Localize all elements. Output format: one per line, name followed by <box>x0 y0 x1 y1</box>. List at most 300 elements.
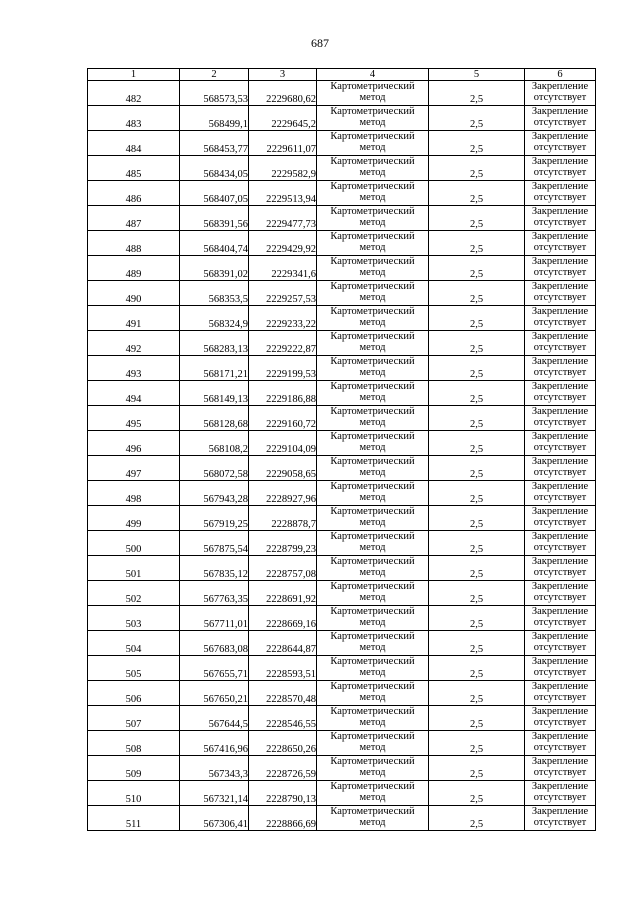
method-line-2: метод <box>359 467 386 478</box>
method-line-1: Картометрический <box>330 381 415 392</box>
method-line-1: Картометрический <box>330 131 415 142</box>
fixation-line-1: Закрепление <box>531 81 589 92</box>
method-cell <box>317 681 429 706</box>
method-line-2: метод <box>359 367 386 378</box>
table-row <box>88 756 596 781</box>
method-line-1: Картометрический <box>330 181 415 192</box>
fixation-line-1: Закрепление <box>531 706 589 717</box>
point-number: 504 <box>88 631 180 656</box>
fixation-cell <box>525 631 596 656</box>
y-coordinate: 2229611,07 <box>249 131 317 156</box>
x-coordinate: 568128,68 <box>180 406 249 431</box>
method-line-1: Картометрический <box>330 281 415 292</box>
accuracy-value: 2,5 <box>429 506 525 531</box>
method-line-2: метод <box>359 642 386 653</box>
fixation-cell <box>525 356 596 381</box>
method-cell <box>317 656 429 681</box>
fixation-line-2: отсутствует <box>533 292 587 303</box>
fixation-cell <box>525 481 596 506</box>
column-header-5: 5 <box>429 69 525 81</box>
fixation-line-1: Закрепление <box>531 256 589 267</box>
table-row <box>88 606 596 631</box>
y-coordinate: 2229199,53 <box>249 356 317 381</box>
method-line-1: Картометрический <box>330 256 415 267</box>
accuracy-value: 2,5 <box>429 606 525 631</box>
accuracy-value: 2,5 <box>429 281 525 306</box>
fixation-line-2: отсутствует <box>533 517 587 528</box>
method-line-1: Картометрический <box>330 106 415 117</box>
method-line-2: метод <box>359 417 386 428</box>
method-line-1: Картометрический <box>330 156 415 167</box>
table-row <box>88 481 596 506</box>
point-number: 489 <box>88 256 180 281</box>
method-line-2: метод <box>359 192 386 203</box>
point-number: 505 <box>88 656 180 681</box>
accuracy-value: 2,5 <box>429 781 525 806</box>
accuracy-value: 2,5 <box>429 256 525 281</box>
point-number: 485 <box>88 156 180 181</box>
method-line-1: Картометрический <box>330 706 415 717</box>
x-coordinate: 568499,1 <box>180 106 249 131</box>
x-coordinate: 567919,25 <box>180 506 249 531</box>
point-number: 484 <box>88 131 180 156</box>
point-number: 509 <box>88 756 180 781</box>
fixation-line-1: Закрепление <box>531 631 589 642</box>
accuracy-value: 2,5 <box>429 181 525 206</box>
method-cell <box>317 356 429 381</box>
method-line-2: метод <box>359 242 386 253</box>
method-line-2: метод <box>359 517 386 528</box>
point-number: 508 <box>88 731 180 756</box>
y-coordinate: 2229680,62 <box>249 81 317 106</box>
method-line-1: Картометрический <box>330 231 415 242</box>
x-coordinate: 568391,02 <box>180 256 249 281</box>
fixation-line-1: Закрепление <box>531 481 589 492</box>
table-row <box>88 306 596 331</box>
table-row <box>88 331 596 356</box>
table-row <box>88 206 596 231</box>
point-number: 493 <box>88 356 180 381</box>
method-line-2: метод <box>359 142 386 153</box>
point-number: 502 <box>88 581 180 606</box>
fixation-line-1: Закрепление <box>531 156 589 167</box>
fixation-cell <box>525 256 596 281</box>
method-cell <box>317 731 429 756</box>
fixation-line-2: отсутствует <box>533 317 587 328</box>
table-row <box>88 631 596 656</box>
method-line-1: Картометрический <box>330 506 415 517</box>
point-number: 511 <box>88 806 180 831</box>
table-row <box>88 406 596 431</box>
method-cell <box>317 581 429 606</box>
accuracy-value: 2,5 <box>429 806 525 831</box>
y-coordinate: 2228546,55 <box>249 706 317 731</box>
fixation-line-2: отсутствует <box>533 192 587 203</box>
fixation-line-1: Закрепление <box>531 681 589 692</box>
fixation-line-2: отсутствует <box>533 717 587 728</box>
method-line-2: метод <box>359 442 386 453</box>
fixation-cell <box>525 781 596 806</box>
fixation-line-2: отсутствует <box>533 667 587 678</box>
fixation-line-2: отсутствует <box>533 642 587 653</box>
y-coordinate: 2229477,73 <box>249 206 317 231</box>
point-number: 491 <box>88 306 180 331</box>
fixation-line-1: Закрепление <box>531 581 589 592</box>
y-coordinate: 2228593,51 <box>249 656 317 681</box>
x-coordinate: 568573,53 <box>180 81 249 106</box>
fixation-line-1: Закрепление <box>531 406 589 417</box>
y-coordinate: 2228757,08 <box>249 556 317 581</box>
method-cell <box>317 556 429 581</box>
fixation-line-1: Закрепление <box>531 606 589 617</box>
accuracy-value: 2,5 <box>429 631 525 656</box>
table-header <box>88 69 596 81</box>
accuracy-value: 2,5 <box>429 106 525 131</box>
method-cell <box>317 806 429 831</box>
table-row <box>88 356 596 381</box>
table-row <box>88 106 596 131</box>
fixation-cell <box>525 731 596 756</box>
method-line-2: метод <box>359 767 386 778</box>
fixation-line-2: отсутствует <box>533 167 587 178</box>
y-coordinate: 2228927,96 <box>249 481 317 506</box>
table-row <box>88 731 596 756</box>
method-cell <box>317 481 429 506</box>
y-coordinate: 2228799,23 <box>249 531 317 556</box>
y-coordinate: 2229104,09 <box>249 431 317 456</box>
fixation-line-1: Закрепление <box>531 431 589 442</box>
fixation-line-2: отсутствует <box>533 442 587 453</box>
x-coordinate: 568407,05 <box>180 181 249 206</box>
method-cell <box>317 406 429 431</box>
accuracy-value: 2,5 <box>429 206 525 231</box>
y-coordinate: 2229222,87 <box>249 331 317 356</box>
method-line-1: Картометрический <box>330 81 415 92</box>
point-number: 500 <box>88 531 180 556</box>
method-line-2: метод <box>359 292 386 303</box>
table-row <box>88 581 596 606</box>
fixation-line-1: Закрепление <box>531 806 589 817</box>
fixation-line-1: Закрепление <box>531 206 589 217</box>
x-coordinate: 567321,14 <box>180 781 249 806</box>
fixation-line-2: отсутствует <box>533 617 587 628</box>
y-coordinate: 2229233,22 <box>249 306 317 331</box>
fixation-line-1: Закрепление <box>531 356 589 367</box>
point-number: 492 <box>88 331 180 356</box>
header-row <box>88 69 596 81</box>
x-coordinate: 568324,9 <box>180 306 249 331</box>
method-line-2: метод <box>359 167 386 178</box>
method-line-2: метод <box>359 617 386 628</box>
table-row <box>88 506 596 531</box>
fixation-line-2: отсутствует <box>533 467 587 478</box>
fixation-line-1: Закрепление <box>531 456 589 467</box>
fixation-line-1: Закрепление <box>531 181 589 192</box>
y-coordinate: 2228878,7 <box>249 506 317 531</box>
fixation-cell <box>525 556 596 581</box>
table-body <box>88 81 596 831</box>
y-coordinate: 2228691,92 <box>249 581 317 606</box>
method-line-2: метод <box>359 567 386 578</box>
accuracy-value: 2,5 <box>429 131 525 156</box>
method-cell <box>317 281 429 306</box>
x-coordinate: 568453,77 <box>180 131 249 156</box>
method-cell <box>317 531 429 556</box>
y-coordinate: 2229058,65 <box>249 456 317 481</box>
column-header-1: 1 <box>88 69 180 81</box>
fixation-line-2: отсутствует <box>533 342 587 353</box>
column-header-3: 3 <box>249 69 317 81</box>
fixation-cell <box>525 281 596 306</box>
method-line-1: Картометрический <box>330 431 415 442</box>
point-number: 483 <box>88 106 180 131</box>
page-number: 687 <box>311 36 329 50</box>
y-coordinate: 2229582,9 <box>249 156 317 181</box>
method-cell <box>317 131 429 156</box>
method-cell <box>317 106 429 131</box>
fixation-cell <box>525 431 596 456</box>
x-coordinate: 567683,08 <box>180 631 249 656</box>
x-coordinate: 568149,13 <box>180 381 249 406</box>
y-coordinate: 2228790,13 <box>249 781 317 806</box>
fixation-cell <box>525 656 596 681</box>
x-coordinate: 568283,13 <box>180 331 249 356</box>
method-line-1: Картометрический <box>330 806 415 817</box>
method-cell <box>317 331 429 356</box>
method-line-2: метод <box>359 742 386 753</box>
fixation-cell <box>525 331 596 356</box>
method-line-1: Картометрический <box>330 356 415 367</box>
point-number: 510 <box>88 781 180 806</box>
table-row <box>88 381 596 406</box>
point-number: 507 <box>88 706 180 731</box>
accuracy-value: 2,5 <box>429 81 525 106</box>
fixation-line-1: Закрепление <box>531 731 589 742</box>
method-cell <box>317 631 429 656</box>
method-line-1: Картометрический <box>330 331 415 342</box>
table-row <box>88 806 596 831</box>
table-row <box>88 706 596 731</box>
method-line-1: Картометрический <box>330 631 415 642</box>
accuracy-value: 2,5 <box>429 156 525 181</box>
fixation-cell <box>525 456 596 481</box>
table-row <box>88 781 596 806</box>
accuracy-value: 2,5 <box>429 381 525 406</box>
x-coordinate: 568171,21 <box>180 356 249 381</box>
fixation-cell <box>525 681 596 706</box>
fixation-line-1: Закрепление <box>531 781 589 792</box>
y-coordinate: 2228570,48 <box>249 681 317 706</box>
x-coordinate: 568353,5 <box>180 281 249 306</box>
fixation-cell <box>525 106 596 131</box>
method-line-1: Картометрический <box>330 406 415 417</box>
fixation-line-2: отсутствует <box>533 267 587 278</box>
fixation-cell <box>525 806 596 831</box>
fixation-line-1: Закрепление <box>531 106 589 117</box>
method-cell <box>317 506 429 531</box>
method-line-1: Картометрический <box>330 731 415 742</box>
point-number: 496 <box>88 431 180 456</box>
accuracy-value: 2,5 <box>429 681 525 706</box>
fixation-cell <box>525 606 596 631</box>
method-line-2: метод <box>359 392 386 403</box>
method-line-1: Картометрический <box>330 306 415 317</box>
method-line-1: Картометрический <box>330 681 415 692</box>
fixation-line-2: отсутствует <box>533 367 587 378</box>
accuracy-value: 2,5 <box>429 706 525 731</box>
method-cell <box>317 256 429 281</box>
point-number: 482 <box>88 81 180 106</box>
fixation-cell <box>525 406 596 431</box>
method-line-2: метод <box>359 117 386 128</box>
method-line-2: метод <box>359 692 386 703</box>
y-coordinate: 2229186,88 <box>249 381 317 406</box>
fixation-cell <box>525 81 596 106</box>
fixation-line-2: отсутствует <box>533 417 587 428</box>
point-number: 498 <box>88 481 180 506</box>
method-cell <box>317 181 429 206</box>
point-number: 503 <box>88 606 180 631</box>
x-coordinate: 567711,01 <box>180 606 249 631</box>
y-coordinate: 2229429,92 <box>249 231 317 256</box>
fixation-cell <box>525 306 596 331</box>
method-line-2: метод <box>359 542 386 553</box>
method-line-2: метод <box>359 667 386 678</box>
method-line-2: метод <box>359 817 386 828</box>
method-line-1: Картометрический <box>330 556 415 567</box>
accuracy-value: 2,5 <box>429 656 525 681</box>
accuracy-value: 2,5 <box>429 731 525 756</box>
table-row <box>88 531 596 556</box>
x-coordinate: 568072,58 <box>180 456 249 481</box>
fixation-cell <box>525 506 596 531</box>
fixation-line-2: отсутствует <box>533 592 587 603</box>
table-row <box>88 131 596 156</box>
method-cell <box>317 606 429 631</box>
point-number: 501 <box>88 556 180 581</box>
x-coordinate: 568391,56 <box>180 206 249 231</box>
point-number: 506 <box>88 681 180 706</box>
fixation-line-1: Закрепление <box>531 306 589 317</box>
fixation-cell <box>525 706 596 731</box>
x-coordinate: 567343,3 <box>180 756 249 781</box>
fixation-line-2: отсутствует <box>533 767 587 778</box>
fixation-line-2: отсутствует <box>533 492 587 503</box>
x-coordinate: 568404,74 <box>180 231 249 256</box>
point-number: 488 <box>88 231 180 256</box>
x-coordinate: 567306,41 <box>180 806 249 831</box>
method-line-1: Картометрический <box>330 606 415 617</box>
fixation-line-2: отсутствует <box>533 817 587 828</box>
method-line-2: метод <box>359 717 386 728</box>
fixation-line-2: отсутствует <box>533 392 587 403</box>
table-row <box>88 431 596 456</box>
table-row <box>88 656 596 681</box>
y-coordinate: 2228726,59 <box>249 756 317 781</box>
fixation-line-2: отсутствует <box>533 217 587 228</box>
table-row <box>88 281 596 306</box>
y-coordinate: 2228669,16 <box>249 606 317 631</box>
accuracy-value: 2,5 <box>429 556 525 581</box>
column-header-6: 6 <box>525 69 596 81</box>
accuracy-value: 2,5 <box>429 231 525 256</box>
fixation-line-1: Закрепление <box>531 556 589 567</box>
method-cell <box>317 206 429 231</box>
y-coordinate: 2229160,72 <box>249 406 317 431</box>
fixation-line-1: Закрепление <box>531 281 589 292</box>
accuracy-value: 2,5 <box>429 481 525 506</box>
method-line-2: метод <box>359 267 386 278</box>
coordinates-table <box>87 68 596 831</box>
fixation-line-1: Закрепление <box>531 231 589 242</box>
point-number: 497 <box>88 456 180 481</box>
accuracy-value: 2,5 <box>429 306 525 331</box>
table-row <box>88 181 596 206</box>
x-coordinate: 567763,35 <box>180 581 249 606</box>
method-line-1: Картометрический <box>330 781 415 792</box>
table-row <box>88 256 596 281</box>
fixation-cell <box>525 181 596 206</box>
method-line-2: метод <box>359 317 386 328</box>
fixation-line-2: отсутствует <box>533 542 587 553</box>
accuracy-value: 2,5 <box>429 756 525 781</box>
method-cell <box>317 756 429 781</box>
fixation-line-1: Закрепление <box>531 331 589 342</box>
y-coordinate: 2228866,69 <box>249 806 317 831</box>
fixation-line-2: отсутствует <box>533 567 587 578</box>
fixation-line-2: отсутствует <box>533 142 587 153</box>
fixation-cell <box>525 531 596 556</box>
method-line-1: Картометрический <box>330 581 415 592</box>
table-row <box>88 231 596 256</box>
fixation-line-1: Закрепление <box>531 531 589 542</box>
method-cell <box>317 306 429 331</box>
fixation-line-2: отсутствует <box>533 92 587 103</box>
method-cell <box>317 81 429 106</box>
method-line-2: метод <box>359 792 386 803</box>
method-line-2: метод <box>359 342 386 353</box>
y-coordinate: 2229341,6 <box>249 256 317 281</box>
fixation-cell <box>525 581 596 606</box>
fixation-cell <box>525 206 596 231</box>
fixation-line-1: Закрепление <box>531 756 589 767</box>
y-coordinate: 2229645,2 <box>249 106 317 131</box>
method-line-1: Картометрический <box>330 756 415 767</box>
fixation-line-1: Закрепление <box>531 506 589 517</box>
accuracy-value: 2,5 <box>429 531 525 556</box>
fixation-line-1: Закрепление <box>531 381 589 392</box>
x-coordinate: 568434,05 <box>180 156 249 181</box>
table-row <box>88 156 596 181</box>
method-cell <box>317 231 429 256</box>
table-row <box>88 556 596 581</box>
fixation-cell <box>525 131 596 156</box>
method-line-2: метод <box>359 492 386 503</box>
x-coordinate: 567644,5 <box>180 706 249 731</box>
method-cell <box>317 706 429 731</box>
y-coordinate: 2228650,26 <box>249 731 317 756</box>
method-line-1: Картометрический <box>330 656 415 667</box>
x-coordinate: 567416,96 <box>180 731 249 756</box>
point-number: 494 <box>88 381 180 406</box>
point-number: 495 <box>88 406 180 431</box>
method-line-1: Картометрический <box>330 481 415 492</box>
accuracy-value: 2,5 <box>429 331 525 356</box>
accuracy-value: 2,5 <box>429 456 525 481</box>
fixation-line-2: отсутствует <box>533 792 587 803</box>
x-coordinate: 568108,2 <box>180 431 249 456</box>
table-row <box>88 681 596 706</box>
